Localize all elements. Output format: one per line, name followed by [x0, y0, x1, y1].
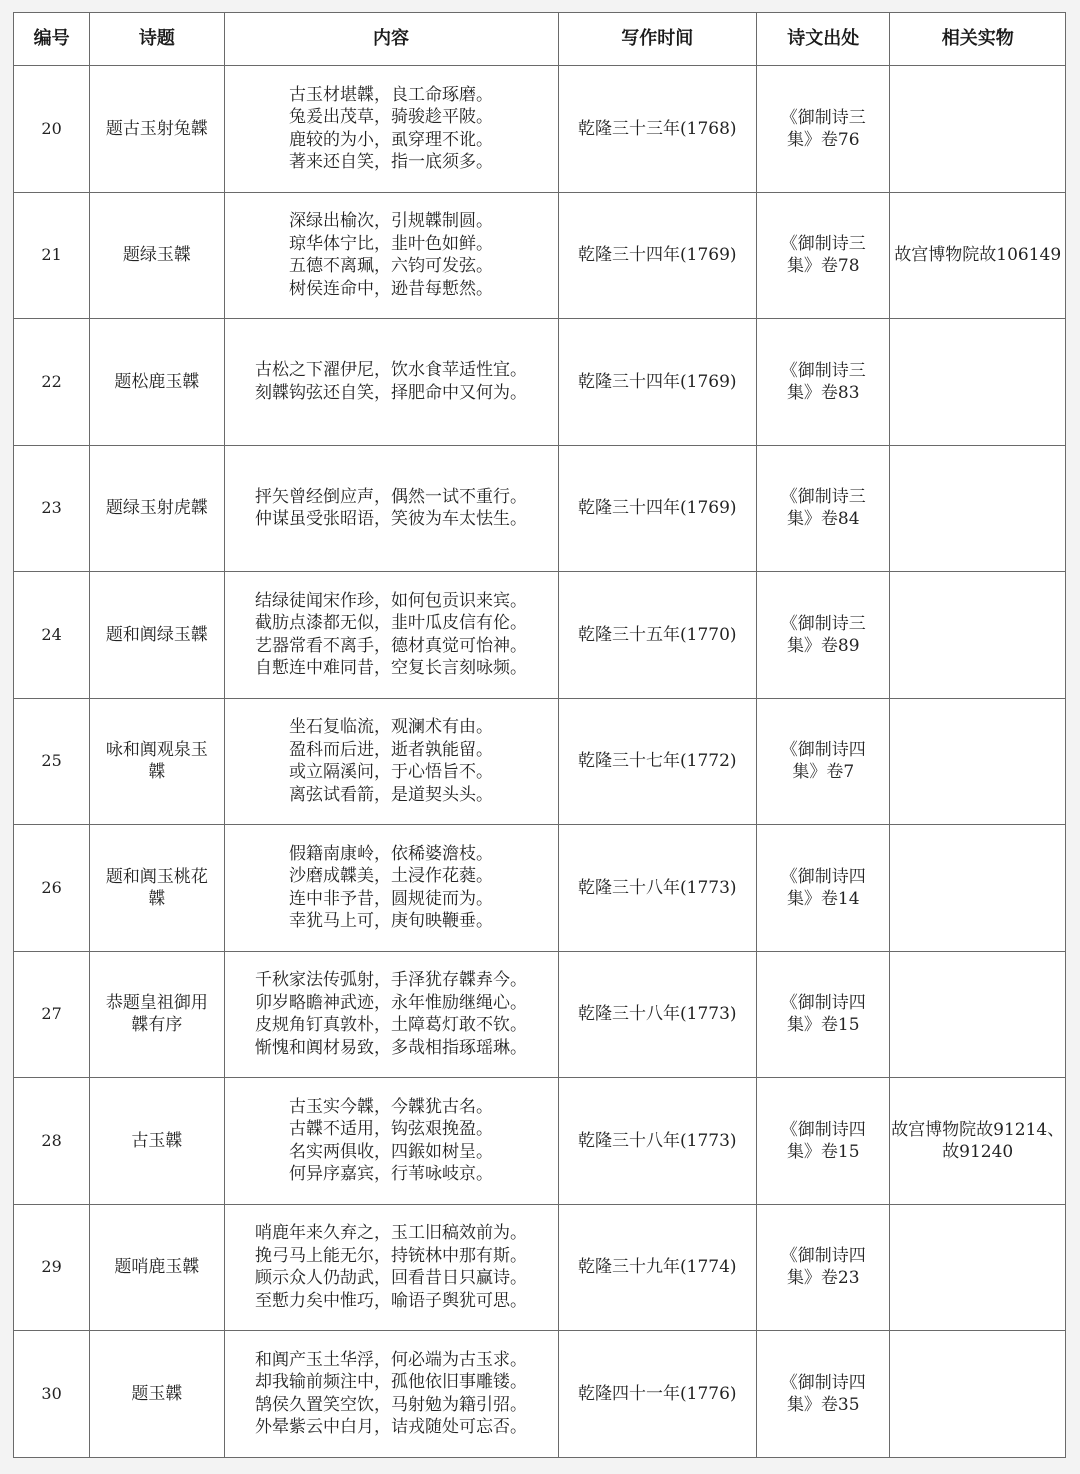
poem-source-text: 《御制诗四集》卷23: [780, 1246, 866, 1289]
related-objects: [890, 1078, 1066, 1205]
poem-title: [90, 698, 224, 825]
row-number: 26: [14, 825, 90, 952]
poem-title-text: 题玉韘: [131, 1383, 183, 1404]
poem-line: 和阗产玉土华浮，何必端为古玉求。: [255, 1349, 528, 1370]
poem-line: 千秋家法传弧射，手泽犹存韘弆今。: [255, 970, 528, 991]
poem-line: 顾示众人仍劼武，回看昔日只赢诗。: [255, 1268, 528, 1289]
poem-content: [224, 825, 558, 952]
related-objects: [890, 445, 1066, 572]
poem-line: 假籍南康岭，依稀婆澹枝。: [289, 843, 494, 864]
poem-source-text: 《御制诗三集》卷83: [780, 360, 866, 403]
row-number: 24: [14, 572, 90, 699]
poem-line: 五德不离珮，六钧可发弦。: [289, 256, 494, 277]
poem-source: [757, 66, 890, 193]
poem-content: [224, 1331, 558, 1458]
poem-source: [757, 572, 890, 699]
poem-line: 兔爰出茂草，骑骏趁平陂。: [289, 107, 494, 128]
writing-time: 乾隆四十一年(1776): [558, 1331, 757, 1458]
poem-title-text: 题古玉射兔韘: [105, 118, 208, 139]
poem-line: 古韘不适用，钩弦艰挽盈。: [289, 1119, 494, 1140]
poem-title: [90, 951, 224, 1078]
poem-content: [224, 445, 558, 572]
poem-line: 名实两俱收，四鍭如树呈。: [289, 1141, 494, 1162]
row-number: 21: [14, 192, 90, 319]
poem-line: 或立隔溪问，于心悟旨不。: [289, 762, 494, 783]
poem-content-block: [289, 1096, 493, 1186]
poem-content-block: [255, 486, 527, 531]
table-row: [14, 698, 1066, 825]
writing-time: 乾隆三十四年(1769): [558, 319, 757, 446]
table-row: [14, 825, 1066, 952]
table-row: [14, 192, 1066, 319]
header-number: 编号: [14, 13, 90, 66]
table-row: [14, 1331, 1066, 1458]
poem-title: [90, 319, 224, 446]
related-objects: [890, 698, 1066, 825]
poem-title-text: 题绿玉射虎韘: [105, 498, 208, 519]
table-body: [14, 66, 1066, 1458]
poem-line: 树侯连命中，逊昔每慙然。: [289, 278, 494, 299]
table-row: [14, 1078, 1066, 1205]
poem-line: 何异序嘉宾，行苇咏岐京。: [289, 1164, 494, 1185]
poem-title: [90, 445, 224, 572]
poem-line: 坐石复临流，观澜术有由。: [289, 717, 494, 738]
related-objects-text: 故宫博物院故91214、故91240: [891, 1119, 1065, 1162]
poem-line: 古玉实今韘，今韘犹古名。: [289, 1096, 494, 1117]
poem-line: 幸犹马上可，庚旬映鞭垂。: [289, 911, 494, 932]
poem-title-text: 古玉韘: [131, 1130, 183, 1151]
header-content: 内容: [224, 13, 558, 66]
poem-title-text: 咏和阗观泉玉韘: [105, 740, 208, 783]
poem-source-text: 《御制诗四集》卷15: [780, 1119, 866, 1162]
poem-line: 抨矢曾经倒应声，偶然一试不重行。: [255, 486, 528, 507]
poem-line: 离弦试看箭，是道契头头。: [289, 784, 494, 805]
poem-source-text: 《御制诗三集》卷78: [780, 234, 866, 277]
poem-content: [224, 192, 558, 319]
poem-source-text: 《御制诗四集》卷7: [780, 740, 866, 783]
poem-content-block: [255, 1349, 527, 1439]
poem-content-block: [255, 590, 527, 680]
poem-content: [224, 319, 558, 446]
poems-table: [13, 12, 1066, 1458]
poem-title: [90, 1078, 224, 1205]
poem-source: [757, 1331, 890, 1458]
header-source: 诗文出处: [757, 13, 890, 66]
related-objects: [890, 319, 1066, 446]
poem-line: 卯岁略瞻神武迹，永年惟励继绳心。: [255, 992, 528, 1013]
header-objects: 相关实物: [890, 13, 1066, 66]
poem-content: [224, 1204, 558, 1331]
poem-source: [757, 1204, 890, 1331]
header-row: [14, 13, 1066, 66]
poem-content-block: [255, 1222, 527, 1312]
poem-line: 哨鹿年来久弃之，玉工旧稿效前为。: [255, 1223, 528, 1244]
poem-line: 仲谋虽受张昭语，笑彼为车太怯生。: [255, 509, 528, 530]
poem-line: 挽弓马上能无尔，持铳林中那有斯。: [255, 1245, 528, 1266]
row-number: 28: [14, 1078, 90, 1205]
writing-time: 乾隆三十八年(1773): [558, 825, 757, 952]
table-row: [14, 572, 1066, 699]
table-row: [14, 66, 1066, 193]
poem-line: 自慙连中难同昔，空复长言刻咏频。: [255, 658, 528, 679]
poem-source: [757, 698, 890, 825]
related-objects: [890, 66, 1066, 193]
related-objects: [890, 1204, 1066, 1331]
poem-content-block: [255, 359, 527, 404]
poem-content-block: [289, 210, 493, 300]
poem-source: [757, 1078, 890, 1205]
writing-time: 乾隆三十七年(1772): [558, 698, 757, 825]
poem-line: 盈科而后进，逝者孰能留。: [289, 739, 494, 760]
poem-line: 艺器常看不离手，德材真觉可怡神。: [255, 635, 528, 656]
poem-line: 古松之下濯伊尼，饮水食苹适性宜。: [255, 360, 528, 381]
poem-line: 结绿徒闻宋作珍，如何包贡识来宾。: [255, 590, 528, 611]
table-row: [14, 445, 1066, 572]
poem-line: 鹿较的为小，虱穿理不讹。: [289, 129, 494, 150]
poem-line: 刻韘钩弦还自笑，择肥命中又何为。: [255, 382, 528, 403]
related-objects-text: 故宫博物院故106149: [894, 245, 1062, 266]
writing-time: 乾隆三十三年(1768): [558, 66, 757, 193]
row-number: 22: [14, 319, 90, 446]
writing-time: 乾隆三十九年(1774): [558, 1204, 757, 1331]
poem-source: [757, 951, 890, 1078]
table-row: [14, 951, 1066, 1078]
poem-line: 沙磨成韘美，土浸作花蕤。: [289, 866, 494, 887]
row-number: 20: [14, 66, 90, 193]
poem-content: [224, 1078, 558, 1205]
related-objects: [890, 825, 1066, 952]
writing-time: 乾隆三十四年(1769): [558, 445, 757, 572]
writing-time: 乾隆三十四年(1769): [558, 192, 757, 319]
poem-line: 古玉材堪韘，良工命琢磨。: [289, 84, 494, 105]
related-objects: [890, 951, 1066, 1078]
row-number: 25: [14, 698, 90, 825]
header-title: 诗题: [90, 13, 224, 66]
row-number: 27: [14, 951, 90, 1078]
table-row: [14, 319, 1066, 446]
poem-content: [224, 698, 558, 825]
poem-line: 琼华体宁比，韭叶色如鲜。: [289, 233, 494, 254]
poem-line: 著来还自笑，指一底须多。: [289, 152, 494, 173]
poem-title-text: 题哨鹿玉韘: [114, 1257, 200, 1278]
writing-time: 乾隆三十八年(1773): [558, 1078, 757, 1205]
table-header: [14, 13, 1066, 66]
poem-source-text: 《御制诗三集》卷89: [780, 613, 866, 656]
poem-content-block: [289, 716, 493, 806]
poem-content-block: [289, 843, 493, 933]
poem-source: [757, 192, 890, 319]
poem-content: [224, 572, 558, 699]
poem-title: [90, 1204, 224, 1331]
poem-content-block: [255, 969, 527, 1059]
header-time: 写作时间: [558, 13, 757, 66]
poem-line: 外晕紫云中白月，诘戎随处可忘否。: [255, 1417, 528, 1438]
poem-source: [757, 319, 890, 446]
poem-line: 皮规角钉真敦朴，土障葛灯敢不钦。: [255, 1015, 528, 1036]
poem-line: 鹄侯久置笑空饮，马射勉为籍引弨。: [255, 1394, 528, 1415]
writing-time: 乾隆三十五年(1770): [558, 572, 757, 699]
poem-content: [224, 951, 558, 1078]
poem-line: 截肪点漆都无似，韭叶瓜皮信有伦。: [255, 613, 528, 634]
poem-title: [90, 192, 224, 319]
poem-source-text: 《御制诗三集》卷76: [780, 107, 866, 150]
poem-title: [90, 572, 224, 699]
related-objects: [890, 1331, 1066, 1458]
poem-title-text: 题和阗绿玉韘: [105, 624, 208, 645]
poem-line: 却我输前频注中，孤他依旧事雕镂。: [255, 1372, 528, 1393]
table-row: [14, 1204, 1066, 1331]
poem-content: [224, 66, 558, 193]
related-objects: [890, 572, 1066, 699]
row-number: 29: [14, 1204, 90, 1331]
poem-source-text: 《御制诗四集》卷35: [780, 1372, 866, 1415]
poem-title-text: 题松鹿玉韘: [114, 371, 200, 392]
row-number: 30: [14, 1331, 90, 1458]
poem-source-text: 《御制诗四集》卷15: [780, 993, 866, 1036]
poem-line: 至慙力矣中惟巧，喻语子舆犹可思。: [255, 1290, 528, 1311]
poem-source-text: 《御制诗三集》卷84: [780, 487, 866, 530]
writing-time: 乾隆三十八年(1773): [558, 951, 757, 1078]
poem-content-block: [289, 84, 493, 174]
poem-line: 连中非予昔，圆规徒而为。: [289, 888, 494, 909]
poem-source-text: 《御制诗四集》卷14: [780, 866, 866, 909]
poem-line: 深绿出榆次，引规韘制圆。: [289, 211, 494, 232]
poem-title: [90, 66, 224, 193]
poem-title-text: 题绿玉韘: [122, 245, 191, 266]
poem-source: [757, 825, 890, 952]
poem-title: [90, 1331, 224, 1458]
poem-title-text: 恭题皇祖御用韘有序: [105, 993, 208, 1036]
poem-source: [757, 445, 890, 572]
row-number: 23: [14, 445, 90, 572]
poem-title: [90, 825, 224, 952]
poem-line: 惭愧和阗材易致，多哉相指琢瑶琳。: [255, 1037, 528, 1058]
related-objects: [890, 192, 1066, 319]
poem-title-text: 题和阗玉桃花韘: [105, 866, 208, 909]
